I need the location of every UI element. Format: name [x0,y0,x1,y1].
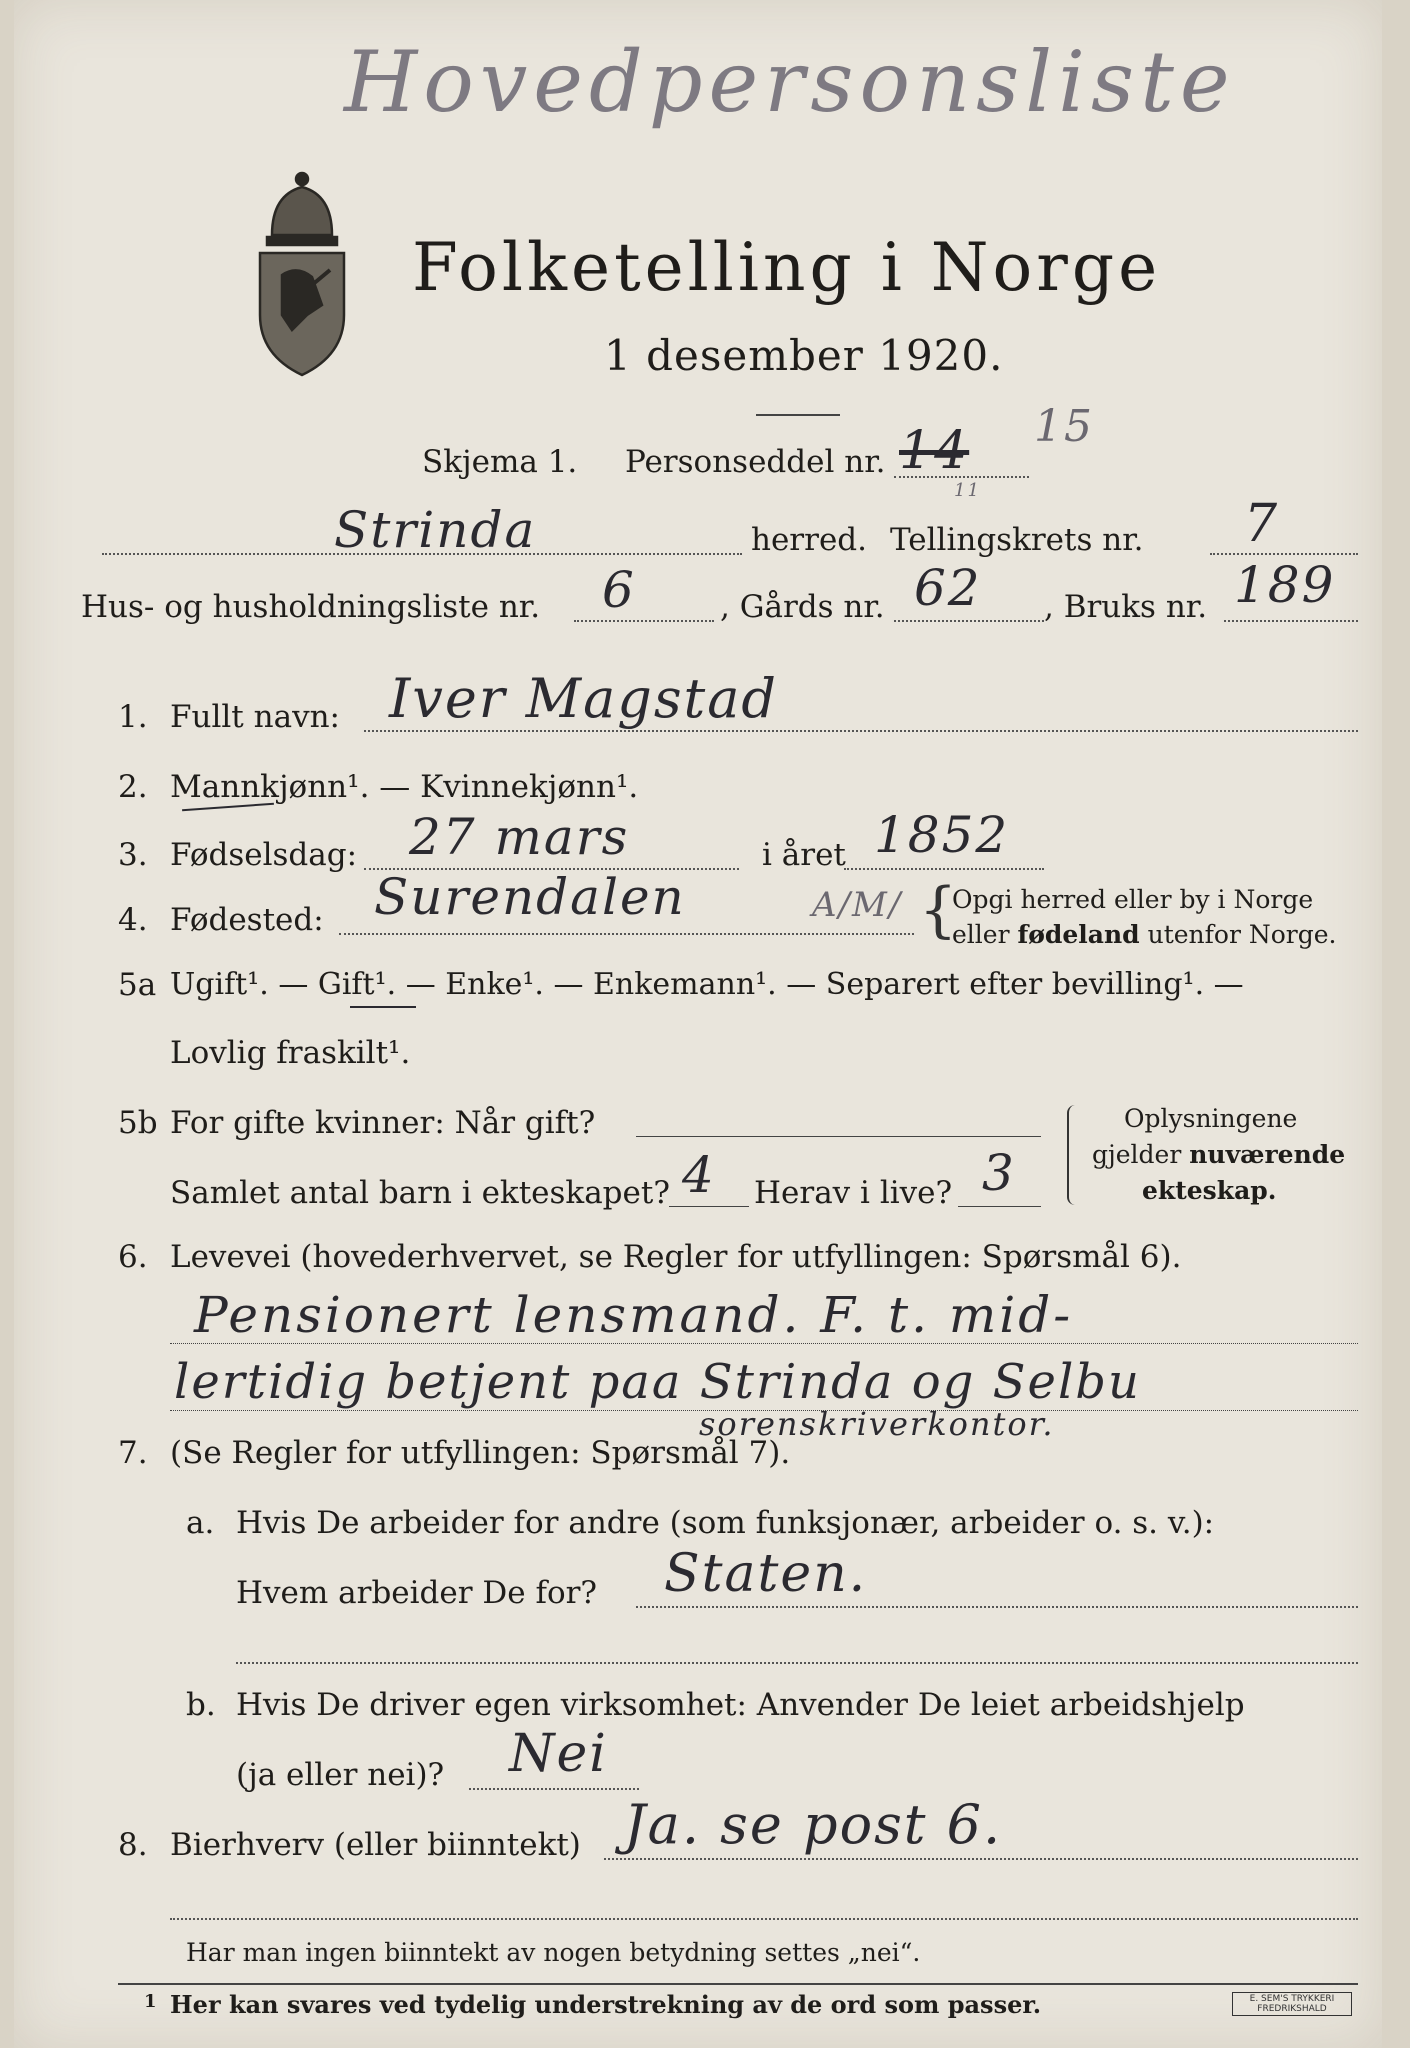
bruks-value: 189 [1234,556,1336,614]
q5b-divider [1067,1105,1079,1205]
gaards-value: 62 [914,559,982,617]
q7b-value: Nei [509,1724,608,1784]
q4-note-2 [952,922,1336,947]
personseddel-mark: 11 [954,480,981,501]
form-date: 1 desember 1920. [604,331,1004,380]
q6-value-1: Pensionert lensmand. F. t. mid- [194,1286,1074,1344]
bruks-line [1224,620,1358,622]
q1-line [364,730,1358,732]
q7b-number: b. [186,1687,216,1723]
q5b-note-2-bold: nuværende [1189,1140,1346,1169]
q5b-married-line [636,1136,1041,1137]
schema-label: Skjema 1. [422,444,578,480]
q3-label: Fødselsdag: [170,837,358,873]
q7a-label-2: Hvem arbeider De for? [236,1575,598,1611]
printer-stamp-line-1: E. SEM'S TRYKKERI [1249,1994,1335,2004]
q4-note-2-pre: eller [952,920,1018,949]
printer-stamp [1232,1992,1352,2016]
q5b-note-1: Oplysningene [1124,1104,1298,1133]
q7-label: (Se Regler for utfyllingen: Spørsmål 7). [170,1435,791,1471]
footer-rule [118,1983,1358,1985]
q4-number: 4. [118,902,148,938]
q5a-number: 5a [118,967,157,1003]
q4-mark: A/M/ [812,885,903,925]
title-divider [756,414,840,416]
q7b-label: Hvis De driver egen virksomhet: Anvender De leiet arbeidshjelp [236,1687,1245,1723]
herred-line [102,553,742,555]
personseddel-label: Personseddel nr. [625,444,886,480]
q7a-number: a. [186,1505,215,1541]
footer-note: Har man ingen biinntekt av nogen betydning settes „nei“. [186,1938,921,1967]
form-title: Folketelling i Norge [412,229,1162,306]
gaards-line [894,620,1044,622]
q5b-children-label: Samlet antal barn i ekteskapet? [170,1175,670,1211]
personseddel-alt-value: 15 [1034,401,1094,452]
q5a-label-2: Lovlig fraskilt¹. [170,1035,411,1071]
q5b-note-2-pre: gjelder [1092,1140,1190,1169]
q6-value-2: lertidig betjent paa Strinda og Selbu [174,1354,1141,1410]
q5b-children-value: 4 [682,1146,716,1204]
husholdning-line [574,620,714,622]
tellingskrets-line [1210,553,1358,555]
q3-year-line [844,868,1044,870]
q3-year-value: 1852 [874,806,1010,864]
q8-label: Bierhverv (eller biinntekt) [170,1827,581,1863]
census-form-page [14,0,1382,2048]
q4-note-1: Opgi herred eller by i Norge [952,885,1314,914]
q7b-line [469,1788,639,1790]
footnote-number: 1 [144,1991,157,2012]
q7a-line-2 [236,1662,1358,1664]
q3-year-label: i året [762,837,846,873]
q6-number: 6. [118,1239,148,1275]
q7b-label-2: (ja eller nei)? [236,1757,445,1793]
q3-number: 3. [118,837,148,873]
gaards-label: , Gårds nr. [720,589,885,625]
q6-label: Levevei (hovederhvervet, se Regler for utfyllingen: Spørsmål 6). [170,1239,1182,1275]
q5b-number: 5b [118,1105,158,1141]
q5b-alive-line [958,1206,1041,1207]
q7a-value: Staten. [664,1544,868,1604]
q5b-note-3: ekteskap. [1142,1176,1277,1205]
q5b-alive-value: 3 [982,1144,1016,1202]
q1-number: 1. [118,699,148,735]
q2-label: Mannkjønn¹. — Kvinnekjønn¹. [170,769,639,805]
q1-label: Fullt navn: [170,699,340,735]
q6-value-3: sorenskriverkontor. [699,1405,1055,1443]
q4-value: Surendalen [374,868,686,926]
tellingskrets-label: Tellingskrets nr. [890,522,1144,558]
footnote-text: Her kan svares ved tydelig understrekning av de ord som passer. [170,1990,1042,2019]
q4-brace: { [919,875,958,945]
q7a-line [636,1606,1358,1608]
husholdning-value: 6 [602,561,636,619]
q8-value: Ja. se post 6. [624,1793,1003,1856]
q8-line [604,1858,1358,1860]
q4-line [339,933,914,935]
handwritten-header-note: Hovedpersonsliste [344,33,1236,131]
q5b-children-line [669,1206,749,1207]
tellingskrets-value: 7 [1244,494,1280,554]
q8-line-2 [170,1918,1358,1920]
herred-value: Strinda [334,501,537,559]
q1-value: Iver Magstad [389,667,779,730]
personseddel-value: 14 [899,421,970,481]
q4-label: Fødested: [170,902,324,938]
q4-note-2-bold: fødeland [1017,920,1140,949]
q5a-label: Ugift¹. — Gift¹. — Enke¹. — Enkemann¹. — Separert efter bevilling¹. — [170,967,1244,1002]
q7-number: 7. [118,1435,148,1471]
q5b-label: For gifte kvinner: Når gift? [170,1105,596,1141]
printer-stamp-line-2: FREDRIKSHALD [1257,2004,1327,2014]
q8-number: 8. [118,1827,148,1863]
q7a-label: Hvis De arbeider for andre (som funksjonær, arbeider o. s. v.): [236,1505,1215,1541]
q3-value: 27 mars [409,808,630,866]
herred-label: herred. [751,522,867,558]
coat-of-arms-icon [252,165,352,380]
q4-note-2-post: utenfor Norge. [1139,920,1337,949]
q2-number: 2. [118,769,148,805]
bruks-label: , Bruks nr. [1044,589,1208,625]
husholdning-label: Hus- og husholdningsliste nr. [81,589,541,625]
q6-line-1 [170,1343,1358,1344]
q5b-alive-label: Herav i live? [754,1175,953,1211]
q5a-underline-mark [350,1006,416,1008]
q5b-note-2 [1092,1142,1345,1167]
